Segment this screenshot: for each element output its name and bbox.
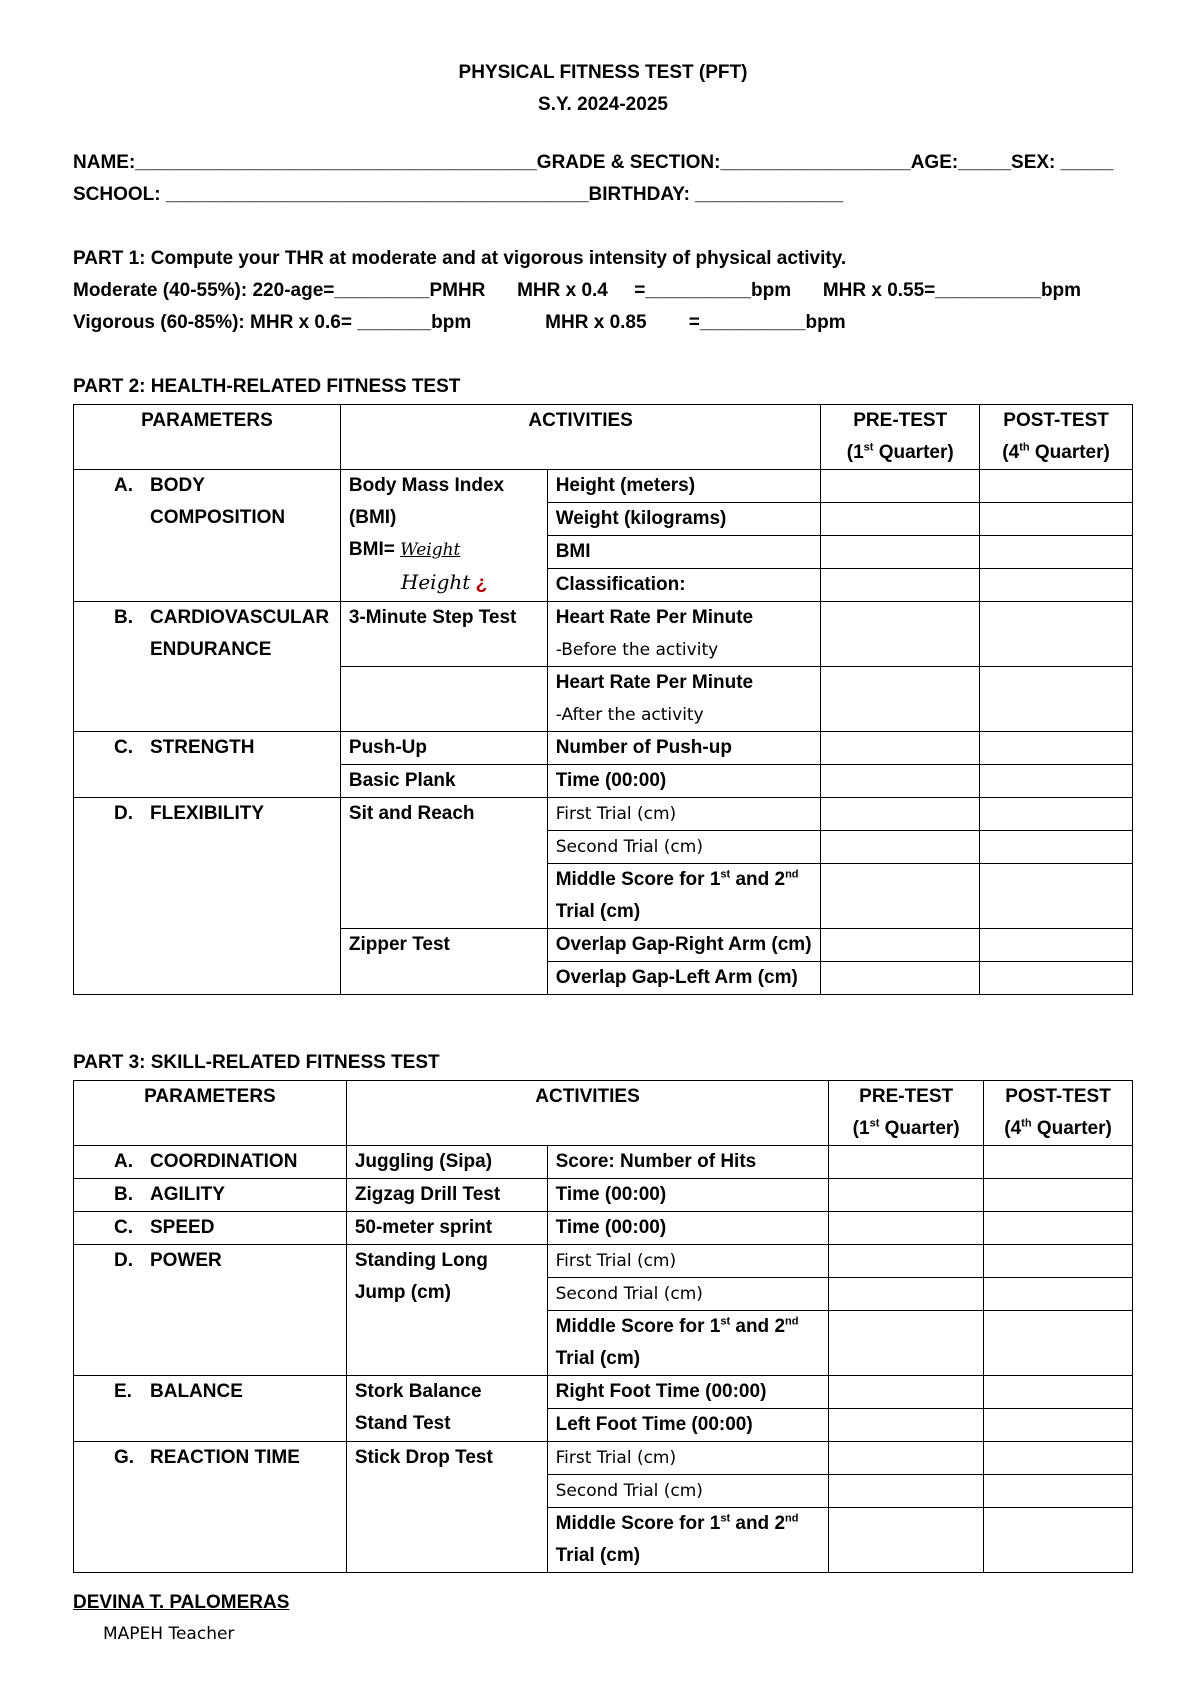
measure-first-trial: First Trial (cm)	[547, 1442, 829, 1475]
pre-test-cell[interactable]	[821, 667, 980, 732]
table-row	[74, 1212, 1133, 1245]
measure-height: Height (meters)	[547, 470, 821, 503]
col-header-pre-test: PRE-TEST (1st Quarter)	[821, 405, 980, 470]
pre-test-cell[interactable]	[829, 1179, 984, 1212]
pre-test-cell[interactable]	[821, 536, 980, 569]
pre-test-cell[interactable]	[821, 732, 980, 765]
pre-test-cell[interactable]	[829, 1311, 984, 1376]
school-year: S.Y. 2024-2025	[538, 94, 668, 115]
pre-test-cell[interactable]	[821, 929, 980, 962]
param-body-composition: A. BODY COMPOSITION	[74, 470, 341, 602]
form-title: PHYSICAL FITNESS TEST (PFT)	[458, 62, 748, 83]
pre-test-cell[interactable]	[829, 1146, 984, 1179]
post-test-cell[interactable]	[980, 470, 1133, 503]
pre-test-cell[interactable]	[829, 1409, 984, 1442]
param-cardiovascular-endurance: B. CARDIOVASCULAR ENDURANCE	[74, 602, 341, 732]
measure-middle-score: Middle Score for 1st and 2nd Trial (cm)	[547, 1508, 829, 1573]
pre-test-cell[interactable]	[821, 798, 980, 831]
pre-test-cell[interactable]	[829, 1212, 984, 1245]
param-flexibility: D. FLEXIBILITY	[74, 798, 341, 995]
activity-plank: Basic Plank	[340, 765, 547, 798]
measure-right-foot: Right Foot Time (00:00)	[547, 1376, 829, 1409]
table-row	[74, 1179, 1133, 1212]
measure-middle-score: Middle Score for 1st and 2nd Trial (cm)	[547, 1311, 829, 1376]
param-speed: C. SPEED	[74, 1212, 347, 1245]
measure-weight: Weight (kilograms)	[547, 503, 821, 536]
pre-test-cell[interactable]	[821, 962, 980, 995]
pre-test-cell[interactable]	[821, 503, 980, 536]
col-header-parameters: PARAMETERS	[74, 1081, 347, 1146]
param-balance: E. BALANCE	[74, 1376, 347, 1442]
part3-heading: PART 3: SKILL-RELATED FITNESS TEST	[73, 1052, 440, 1073]
measure-time: Time (00:00)	[547, 1179, 829, 1212]
measure-hr-after: Heart Rate Per Minute -After the activity	[547, 667, 821, 732]
vigorous-thr-line[interactable]: Vigorous (60-85%): MHR x 0.6= _______bpm MHR x 0.85 =__________bpm	[73, 312, 846, 333]
post-test-cell[interactable]	[984, 1409, 1133, 1442]
pre-test-cell[interactable]	[821, 831, 980, 864]
activity-step-test: 3-Minute Step Test	[340, 602, 547, 667]
table-row	[74, 798, 1133, 831]
post-test-cell[interactable]	[984, 1475, 1133, 1508]
col-header-parameters: PARAMETERS	[74, 405, 341, 470]
part1-heading: PART 1: Compute your THR at moderate and at vigorous intensity of physical activity.	[73, 248, 847, 269]
measure-hr-before: Heart Rate Per Minute -Before the activity	[547, 602, 821, 667]
param-reaction-time: G. REACTION TIME	[74, 1442, 347, 1573]
measure-left-foot: Left Foot Time (00:00)	[547, 1409, 829, 1442]
measure-num-pushup: Number of Push-up	[547, 732, 821, 765]
measure-first-trial: First Trial (cm)	[547, 798, 821, 831]
activity-stick-drop: Stick Drop Test	[346, 1442, 547, 1573]
measure-second-trial: Second Trial (cm)	[547, 1278, 829, 1311]
post-test-cell[interactable]	[980, 831, 1133, 864]
pre-test-cell[interactable]	[829, 1442, 984, 1475]
table-row	[74, 1146, 1133, 1179]
post-test-cell[interactable]	[980, 732, 1133, 765]
param-power: D. POWER	[74, 1245, 347, 1376]
post-test-cell[interactable]	[984, 1179, 1133, 1212]
post-test-cell[interactable]	[980, 536, 1133, 569]
student-info-line-2[interactable]: SCHOOL: ________________________________________BIRTHDAY: ______________	[73, 184, 844, 205]
pre-test-cell[interactable]	[821, 470, 980, 503]
table-row	[74, 1376, 1133, 1409]
post-test-cell[interactable]	[984, 1146, 1133, 1179]
activity-zipper: Zipper Test	[340, 929, 547, 995]
post-test-cell[interactable]	[980, 864, 1133, 929]
activity-bmi: Body Mass Index (BMI) BMI= Weight Height ¿	[340, 470, 547, 602]
table-row	[74, 1442, 1133, 1475]
measure-classification: Classification:	[547, 569, 821, 602]
post-test-cell[interactable]	[984, 1245, 1133, 1278]
measure-first-trial: First Trial (cm)	[547, 1245, 829, 1278]
activity-juggling: Juggling (Sipa)	[346, 1146, 547, 1179]
pre-test-cell[interactable]	[821, 765, 980, 798]
col-header-pre-test: PRE-TEST (1st Quarter)	[829, 1081, 984, 1146]
table-header-row	[74, 1081, 1133, 1146]
activity-sprint: 50-meter sprint	[346, 1212, 547, 1245]
param-strength: C. STRENGTH	[74, 732, 341, 798]
post-test-cell[interactable]	[984, 1508, 1133, 1573]
activity-push-up: Push-Up	[340, 732, 547, 765]
activity-empty	[340, 667, 547, 732]
measure-bmi: BMI	[547, 536, 821, 569]
measure-time: Time (00:00)	[547, 1212, 829, 1245]
bmi-height-term: Height	[400, 570, 471, 594]
activity-sit-reach: Sit and Reach	[340, 798, 547, 929]
post-test-cell[interactable]	[980, 962, 1133, 995]
post-test-cell[interactable]	[980, 569, 1133, 602]
activity-zigzag: Zigzag Drill Test	[346, 1179, 547, 1212]
param-coordination: A. COORDINATION	[74, 1146, 347, 1179]
pre-test-cell[interactable]	[821, 864, 980, 929]
table-row	[74, 470, 1133, 503]
pre-test-cell[interactable]	[821, 569, 980, 602]
param-agility: B. AGILITY	[74, 1179, 347, 1212]
table-row	[74, 732, 1133, 765]
moderate-thr-line[interactable]: Moderate (40-55%): 220-age=_________PMHR MHR x 0.4 =__________bpm MHR x 0.55=__________bpm	[73, 280, 1082, 301]
student-info-line-1[interactable]: NAME:______________________________________GRADE & SECTION:__________________AGE:_____SEX: _____	[73, 152, 1114, 173]
post-test-cell[interactable]	[984, 1376, 1133, 1409]
pre-test-cell[interactable]	[821, 602, 980, 667]
col-header-activities: ACTIVITIES	[340, 405, 820, 470]
measure-middle-score: Middle Score for 1st and 2nd Trial (cm)	[547, 864, 821, 929]
activity-stork: Stork Balance Stand Test	[346, 1376, 547, 1442]
activity-long-jump: Standing Long Jump (cm)	[346, 1245, 547, 1376]
measure-score-hits: Score: Number of Hits	[547, 1146, 829, 1179]
post-test-cell[interactable]	[984, 1442, 1133, 1475]
table-row	[74, 602, 1133, 667]
pre-test-cell[interactable]	[829, 1278, 984, 1311]
measure-overlap-left: Overlap Gap-Left Arm (cm)	[547, 962, 821, 995]
measure-overlap-right: Overlap Gap-Right Arm (cm)	[547, 929, 821, 962]
bmi-weight-term: Weight	[400, 540, 461, 560]
measure-second-trial: Second Trial (cm)	[547, 1475, 829, 1508]
post-test-cell[interactable]	[984, 1212, 1133, 1245]
pre-test-cell[interactable]	[829, 1508, 984, 1573]
broken-glyph: ¿	[475, 573, 488, 594]
post-test-cell[interactable]	[984, 1311, 1133, 1376]
col-header-post-test: POST-TEST (4th Quarter)	[980, 405, 1133, 470]
col-header-activities: ACTIVITIES	[346, 1081, 828, 1146]
health-fitness-table	[73, 404, 1133, 995]
pre-test-cell[interactable]	[829, 1245, 984, 1278]
table-row	[74, 1245, 1133, 1278]
skill-fitness-table	[73, 1080, 1133, 1573]
col-header-post-test: POST-TEST (4th Quarter)	[984, 1081, 1133, 1146]
measure-second-trial: Second Trial (cm)	[547, 831, 821, 864]
post-test-cell[interactable]	[980, 929, 1133, 962]
table-header-row	[74, 405, 1133, 470]
pre-test-cell[interactable]	[829, 1376, 984, 1409]
teacher-name: DEVINA T. PALOMERAS	[73, 1592, 290, 1613]
post-test-cell[interactable]	[980, 667, 1133, 732]
post-test-cell[interactable]	[984, 1278, 1133, 1311]
part2-heading: PART 2: HEALTH-RELATED FITNESS TEST	[73, 376, 461, 397]
post-test-cell[interactable]	[980, 503, 1133, 536]
post-test-cell[interactable]	[980, 798, 1133, 831]
post-test-cell[interactable]	[980, 765, 1133, 798]
post-test-cell[interactable]	[980, 602, 1133, 667]
measure-time: Time (00:00)	[547, 765, 821, 798]
teacher-role: MAPEH Teacher	[103, 1624, 235, 1644]
pre-test-cell[interactable]	[829, 1475, 984, 1508]
